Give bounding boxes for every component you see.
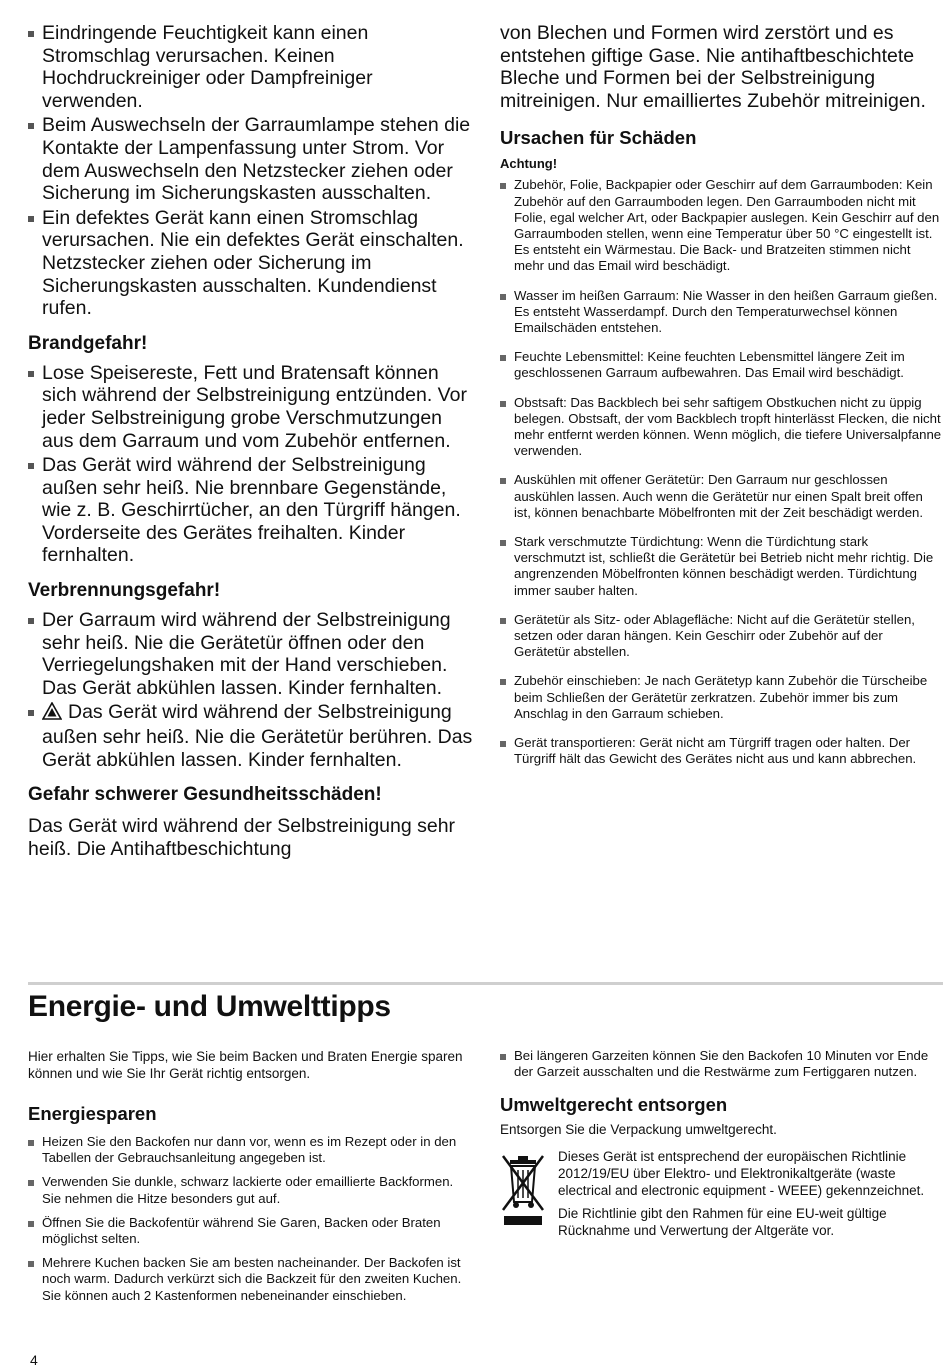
list-item: Obstsaft: Das Backblech bei sehr saftigem Obstkuchen nicht zu üppig belegen. Obstsaft, der vom Backblech tropft hinterlässt Flecken, die nicht mehr entfernt werden können. Wenn möglich, die tiefere Universalpfanne verwenden. <box>500 395 942 460</box>
damage-list <box>500 177 942 767</box>
warning-triangle-icon <box>42 702 62 726</box>
burn-hazard-list <box>28 609 473 771</box>
weee-text-2: Die Richtlinie gibt den Rahmen für eine EU-weit gültige Rücknahme und Verwertung der Altgeräte vor. <box>558 1206 887 1239</box>
list-item: Bei längeren Garzeiten können Sie den Backofen 10 Minuten vor Ende der Garzeit ausschalten und die Restwärme zum Fertiggaren nutzen. <box>500 1048 942 1080</box>
weee-text: Dieses Gerät ist entsprechend der europäischen Richtlinie 2012/19/EU über Elektro- und Elektronikaltgeräte (waste electrical and electronic equipment - WEEE) gekennzeichnet. <box>558 1149 925 1199</box>
list-item: Lose Speisereste, Fett und Bratensaft können sich während der Selbstreinigung entzünden. Vor jeder Selbstreinigung grobe Verschmutzungen aus dem Garraum und vom Zubehör entfernen. <box>28 362 473 452</box>
energy-heading: Energiesparen <box>28 1103 157 1124</box>
list-item: Verwenden Sie dunkle, schwarz lackierte oder emaillierte Backformen. Sie nehmen die Hitze besonders gut auf. <box>28 1174 473 1206</box>
fire-hazard-list <box>28 362 473 567</box>
list-item: Feuchte Lebensmittel: Keine feuchten Lebensmittel längere Zeit im geschlossenen Garraum aufbewahren. Das Email wird beschädigt. <box>500 349 942 381</box>
intro-text: Hier erhalten Sie Tipps, wie Sie beim Backen und Braten Energie sparen können und wie Sie Ihr Gerät richtig entsorgen. <box>28 1049 463 1081</box>
damage-heading: Ursachen für Schäden <box>500 127 697 149</box>
fire-hazard-heading: Brandgefahr! <box>28 332 148 354</box>
list-item: Gerätetür als Sitz- oder Ablagefläche: Nicht auf die Gerätetür stellen, setzen oder daran hängen. Kein Geschirr oder Zubehör auf der Gerätetür abstellen. <box>500 612 942 661</box>
list-item: Stark verschmutzte Türdichtung: Wenn die Türdichtung stark verschmutzt ist, schließt die Gerätetür bei Betrieb nicht mehr richtig. Die angrenzenden Möbelfronten können beschädigt werden. Türdichtung immer sauber halten. <box>500 534 942 599</box>
right-column <box>500 22 942 780</box>
weee-bin-icon <box>500 1150 546 1233</box>
electric-hazard-list <box>28 22 473 320</box>
health-hazard-text: Das Gerät wird während der Selbstreinigung sehr heiß. Die Antihaftbeschichtung <box>28 815 456 860</box>
list-item: Mehrere Kuchen backen Sie am besten nacheinander. Der Backofen ist noch warm. Dadurch verkürzt sich die Backzeit für den zweiten Kuchen. Sie können auch 2 Kastenformen nebeneinander einschieben. <box>28 1255 473 1304</box>
health-hazard-heading: Gefahr schwerer Gesundheitsschäden! <box>28 784 382 806</box>
disposal-text: Entsorgen Sie die Verpackung umweltgerecht. <box>500 1122 777 1138</box>
burn-hazard-heading: Verbrennungsgefahr! <box>28 580 221 602</box>
list-item: Beim Auswechseln der Garraumlampe stehen die Kontakte der Lampenfassung unter Strom. Vor dem Auswechseln den Netzstecker ziehen oder Sicherung im Sicherungskasten ausschalten. <box>28 114 473 204</box>
list-item: Ein defektes Gerät kann einen Stromschlag verursachen. Nie ein defektes Gerät einschalten. Netzstecker ziehen oder Sicherung im Sicherungskasten ausschalten. Kundendienst rufen. <box>28 207 473 320</box>
list-item: Das Gerät wird während der Selbstreinigung außen sehr heiß. Nie die Gerätetür berühren. Das Gerät abkühlen lassen. Kinder fernhalten. <box>28 701 473 771</box>
energy-list-continued <box>500 1048 942 1080</box>
section-divider <box>28 982 943 985</box>
section-title: Energie- und Umwelttipps <box>28 990 391 1023</box>
weee-block <box>500 1148 942 1239</box>
left-column <box>28 22 473 860</box>
caution-label: Achtung! <box>500 156 558 172</box>
list-item: Zubehör einschieben: Je nach Gerätetyp kann Zubehör die Türscheibe beim Schließen der Gerätetür zerkratzen. Zubehör immer bis zum Anschlag in den Garraum schieben. <box>500 673 942 722</box>
list-item: Eindringende Feuchtigkeit kann einen Stromschlag verursachen. Keinen Hochdruckreiniger oder Dampfreiniger verwenden. <box>28 22 473 112</box>
list-item: Auskühlen mit offener Gerätetür: Den Garraum nur geschlossen auskühlen lassen. Auch wenn die Gerätetür nur einen Spalt breit offen ist, können benachbarte Möbelfronten mit der Zeit beschädigt werden. <box>500 472 942 521</box>
list-item: Öffnen Sie die Backofentür während Sie Garen, Backen oder Braten möglichst selten. <box>28 1215 473 1247</box>
list-item: Gerät transportieren: Gerät nicht am Türgriff tragen oder halten. Der Türgriff hält das Gewicht des Gerätes nicht aus und kann abbrechen. <box>500 735 942 767</box>
continuation-text: von Blechen und Formen wird zerstört und es entstehen giftige Gase. Nie antihaftbeschichtete Bleche und Formen bei der Selbstreinigung mitreinigen. Nur emailliertes Zubehör mitreinigen. <box>500 22 926 112</box>
bottom-right-column <box>500 1048 942 1239</box>
list-item: Zubehör, Folie, Backpapier oder Geschirr auf dem Garraumboden: Kein Zubehör auf den Garraumboden legen. Den Garraumboden nicht mit Folie, egal welcher Art, oder Backpapier auslegen. Kein Geschirr auf den Garraumboden stellen, wenn eine Temperatur über 50 °C eingestellt ist. Es entsteht ein Wärmestau. Die Back- und Bratzeiten stimmen nicht mehr und das Email wird beschädigt. <box>500 177 942 274</box>
list-item: Das Gerät wird während der Selbstreinigung außen sehr heiß. Nie brennbare Gegenstände, wie z. B. Geschirrtücher, an den Türgriff hängen. Vorderseite des Gerätes freihalten. Kinder fernhalten. <box>28 454 473 567</box>
list-item: Der Garraum wird während der Selbstreinigung sehr heiß. Nie die Gerätetür öffnen oder den Verriegelungshaken mit der Hand verschieben. Das Gerät abkühlen lassen. Kinder fernhalten. <box>28 609 473 699</box>
page-number: 4 <box>30 1352 38 1368</box>
bottom-left-column <box>28 1048 473 1312</box>
energy-list <box>28 1134 473 1304</box>
disposal-heading: Umweltgerecht entsorgen <box>500 1094 728 1116</box>
list-item: Wasser im heißen Garraum: Nie Wasser in den heißen Garraum gießen. Es entsteht Wasserdampf. Durch den Temperaturwechsel können Emailschäden entstehen. <box>500 288 942 337</box>
list-item: Heizen Sie den Backofen nur dann vor, wenn es im Rezept oder in den Tabellen der Gebrauchsanleitung angegeben ist. <box>28 1134 473 1166</box>
